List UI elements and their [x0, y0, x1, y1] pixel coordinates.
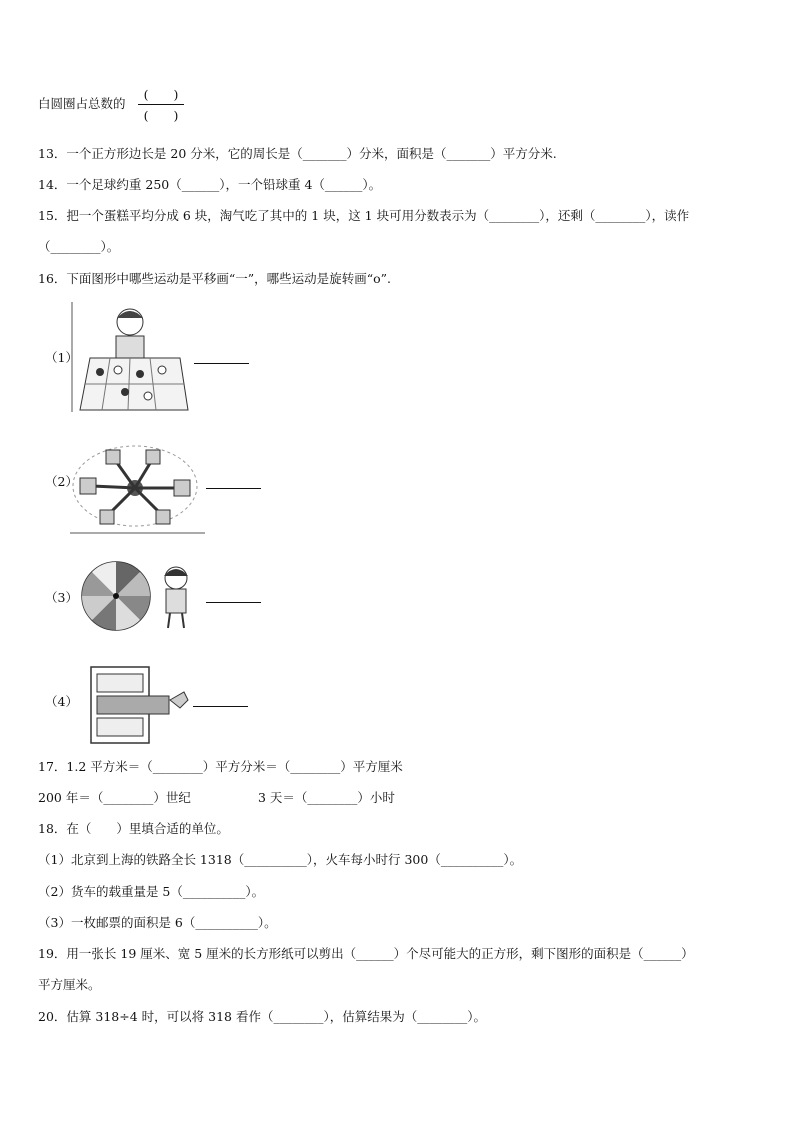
fraction-denominator: ( ) — [143, 108, 179, 123]
question-18-part3: （3）一枚邮票的面积是 6（__________）。 — [38, 915, 277, 930]
figure-1-answer-blank[interactable] — [194, 363, 249, 364]
boy-chess-figure — [70, 300, 195, 415]
question-19-line2: 平方厘米。 — [38, 977, 101, 992]
question-15-line2: （________）。 — [38, 239, 120, 254]
figure-3-answer-blank[interactable] — [206, 602, 261, 603]
question-15-line1: 15．把一个蛋糕平均分成 6 块，淘气吃了其中的 1 块，这 1 块可用分数表示为（________），还剩（________），读作 — [38, 208, 690, 223]
fraction-bar — [138, 104, 184, 105]
figure-4-answer-blank[interactable] — [193, 706, 248, 707]
question-16: 16．下面图形中哪些运动是平移画“一”，哪些运动是旋转画“o”. — [38, 271, 391, 286]
figure-2-label: （2） — [45, 474, 78, 489]
question-19-line1: 19．用一张长 19 厘米、宽 5 厘米的长方形纸可以剪出（______）个尽可能大的正方形，剩下图形的面积是（______） — [38, 946, 694, 961]
figure-2-answer-blank[interactable] — [206, 488, 261, 489]
question-18-part1: （1）北京到上海的铁路全长 1318（__________），火车每小时行 300（__________）。 — [38, 852, 523, 867]
figure-4-label: （4） — [45, 694, 78, 709]
drawer-pull-figure — [88, 664, 193, 746]
fraction-numerator: ( ) — [143, 87, 179, 102]
blank-fraction[interactable] — [138, 85, 184, 124]
figure-3-label: （3） — [45, 590, 78, 605]
question-17-line1: 17．1.2 平方米＝（________）平方分米＝（________）平方厘米 — [38, 759, 403, 774]
fraction-question-text: 白圆圈占总数的 — [38, 96, 126, 111]
question-18: 18．在（ ）里填合适的单位。 — [38, 821, 229, 836]
question-17-line2a: 200 年＝（________）世纪 — [38, 790, 191, 805]
figure-1-label: （1） — [45, 350, 78, 365]
question-17-line2b: 3 天＝（________）小时 — [258, 790, 395, 805]
question-20: 20．估算 318÷4 时，可以将 318 看作（________），估算结果为（________）。 — [38, 1009, 486, 1024]
rotating-ride-figure — [70, 438, 210, 536]
question-18-part2: （2）货车的载重量是 5（__________）。 — [38, 884, 265, 899]
question-13: 13．一个正方形边长是 20 分米，它的周长是（_______）分米，面积是（_______）平方分米. — [38, 146, 557, 161]
question-14: 14．一个足球约重 250（______），一个铅球重 4（______）。 — [38, 177, 382, 192]
spinner-wheel-figure — [78, 556, 203, 636]
